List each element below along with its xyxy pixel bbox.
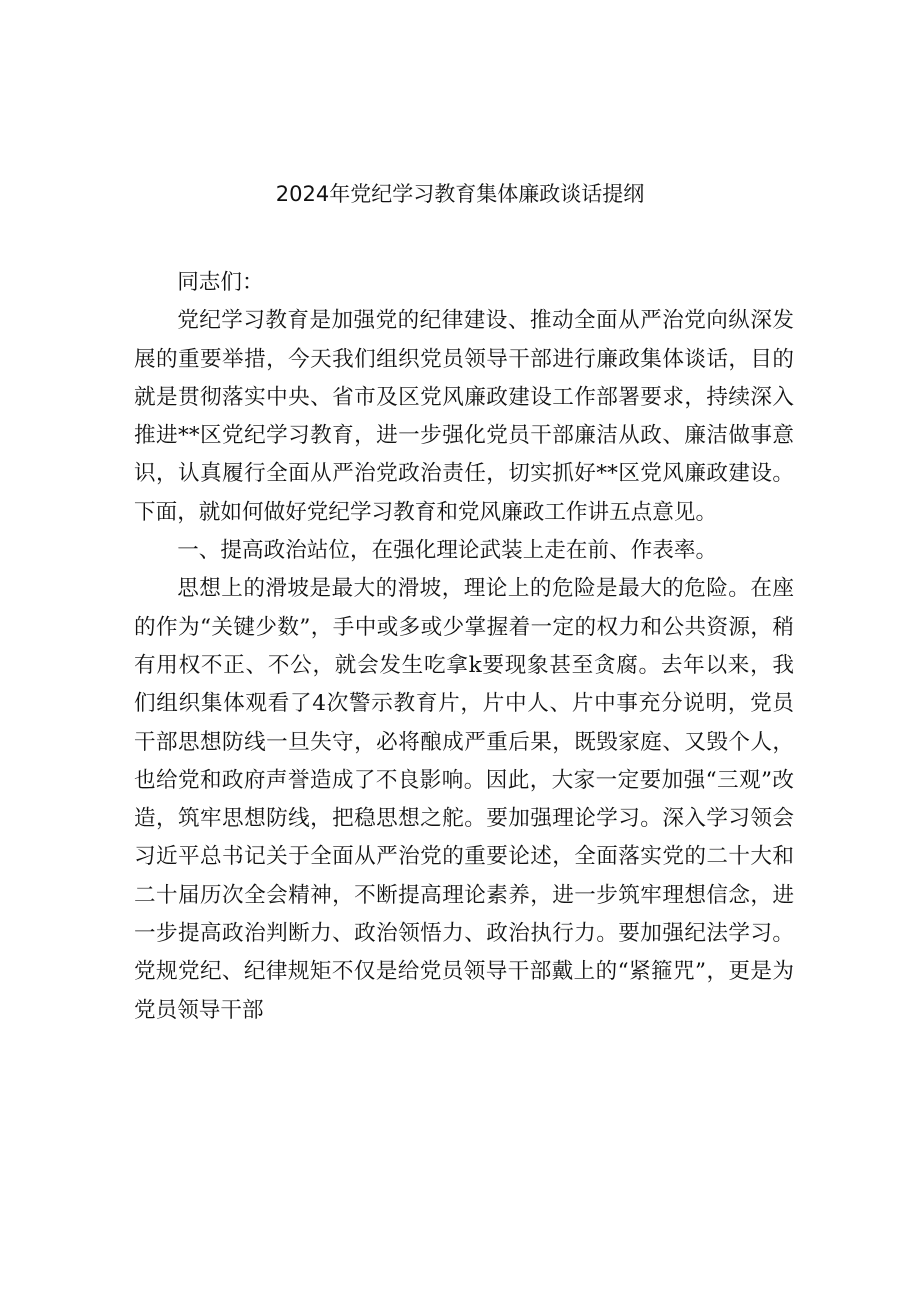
intro-paragraph: 党纪学习教育是加强党的纪律建设、推动全面从严治党向纵深发展的重要举措，今天我们组织党员领导干部进行廉政集体谈话，目的就是贯彻落实中央、省市及区党风廉政建设工作部署要求，持续深入推进**区党纪学习教育，进一步强化党员干部廉洁从政、廉洁做事意识，认真履行全面从严治党政治责任，切实抓好**区党风廉政建设。下面，就如何做好党纪学习教育和党风廉政工作讲五点意见。 xyxy=(134,308,794,525)
document-body xyxy=(134,264,794,1030)
document-title: 2024年党纪学习教育集体廉政谈话提纲 xyxy=(275,182,645,206)
section-heading-1: 一、提高政治站位，在强化理论武装上走在前、作表率。 xyxy=(177,538,718,564)
salutation-paragraph: 同志们： xyxy=(177,270,264,295)
section-1-paragraph: 思想上的滑坡是最大的滑坡，理论上的危险是最大的危险。在座的作为“关键少数”，手中或多或少掌握着一定的权力和公共资源，稍有用权不正、不公，就会发生吃拿k要现象甚至贪腐。去年以来，我们组织集体观看了4次警示教育片，片中人、片中事充分说明，党员干部思想防线一旦失守，必将酿成严重后果，既毁家庭、又毁个人，也给党和政府声誉造成了不良影响。因此，大家一定要加强“三观”改造，筑牢思想防线，把稳思想之舵。要加强理论学习。深入学习领会习近平总书记关于全面从严治党的重要论述，全面落实党的二十大和二十届历次全会精神，不断提高理论素养，进一步筑牢理想信念，进一步提高政治判断力、政治领悟力、政治执行力。要加强纪法学习。党规党纪、纪律规矩不仅是给党员领导干部戴上的“紧箍咒”，更是为党员领导干部 xyxy=(134,576,794,1023)
